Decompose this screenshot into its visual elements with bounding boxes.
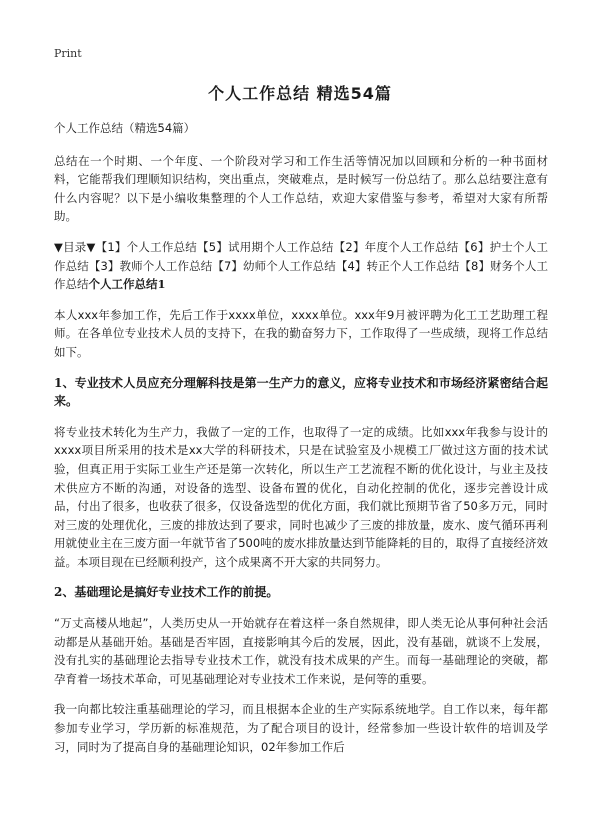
paragraph-1: 本人xxx年参加工作，先后工作于xxxx单位，xxxx单位。xxx年9月被评聘为化工工艺助理工程师。在各单位专业技术人员的支持下，在我的勤奋努力下，工作取得了一些成绩，现将工作总结如下。 <box>54 307 548 359</box>
paragraph-3: “万丈高楼从地起”，人类历史从一开始就存在着这样一条自然规律，即人类无论从事何种社会活动都是从基础开始。基础是否牢固，直接影响其今后的发展，因此，没有基础，就谈不上发展，没有扎实的基础理论去指导专业技术工作，就没有技术成果的产生。而每一基础理论的突破，都孕育着一场技术革命，可见基础理论对专业技术工作来说，是何等的重要。 <box>54 616 548 686</box>
paragraph-2: 将专业技术转化为生产力，我做了一定的工作，也取得了一定的成绩。比如xxx年我参与设计的xxxx项目所采用的技术是xx大学的科研技术，只是在试验室及小规模工厂做过这方面的技术试验，但真正用于实际工业生产还是第一次转化，所以生产工艺流程不断的优化设计，与业主及技术供应方不断的沟通，对设备的选型、设备布置的优化，自动化控制的优化，逐步完善设计成品，付出了很多，也收获了很多，仅设备选型的优化方面，我们就比预期节省了50多万元，同时对三废的处理优化，三废的排放达到了要求，同时也减少了三废的排放量，废水、废气循环再利用就使业主在三废方面一年就节省了500吨的废水排放量达到节能降耗的目的，取得了直接经济效益。本项目现在已经顺利投产，这个成果离不开大家的共同努力。 <box>54 424 548 569</box>
document-body <box>54 119 548 756</box>
intro-paragraph: 总结在一个时期、一个年度、一个阶段对学习和工作生活等情况加以回顾和分析的一种书面材料，它能帮我们理顺知识结构，突出重点，突破难点，是时候写一份总结了。那么总结要注意有什么内容呢？以下是小编收集整理的个人工作总结，欢迎大家借鉴与参考，希望对大家有所帮助。 <box>54 153 548 224</box>
toc-links[interactable]: ▼目录▼【1】个人工作总结【5】试用期个人工作总结【2】年度个人工作总结【6】护士个人工作总结【3】教师个人工作总结【7】幼师个人工作总结【4】转正个人工作总结【8】财务个人工作总结 <box>54 239 548 292</box>
paragraph-4: 我一向都比较注重基础理论的学习，而且根据本企业的生产实际系统地学。自工作以来，每年都参加专业学习，学历新的标准规范，为了配合项目的设计，经常参加一些设计软件的培训及学习，同时为了提高自身的基础理论知识，02年参加工作后 <box>54 702 548 754</box>
print-label: Print <box>54 47 82 60</box>
section-heading-2: 2、基础理论是搞好专业技术工作的前提。 <box>54 585 279 600</box>
toc-section-title: 个人工作总结1 <box>88 277 166 292</box>
table-of-contents <box>54 238 548 294</box>
document-subtitle: 个人工作总结（精选54篇） <box>54 121 196 135</box>
document-title: 个人工作总结 精选54篇 <box>208 84 392 103</box>
section-heading-1: 1、专业技术人员应充分理解科技是第一生产力的意义，应将专业技术和市场经济紧密结合起来。 <box>54 375 548 409</box>
